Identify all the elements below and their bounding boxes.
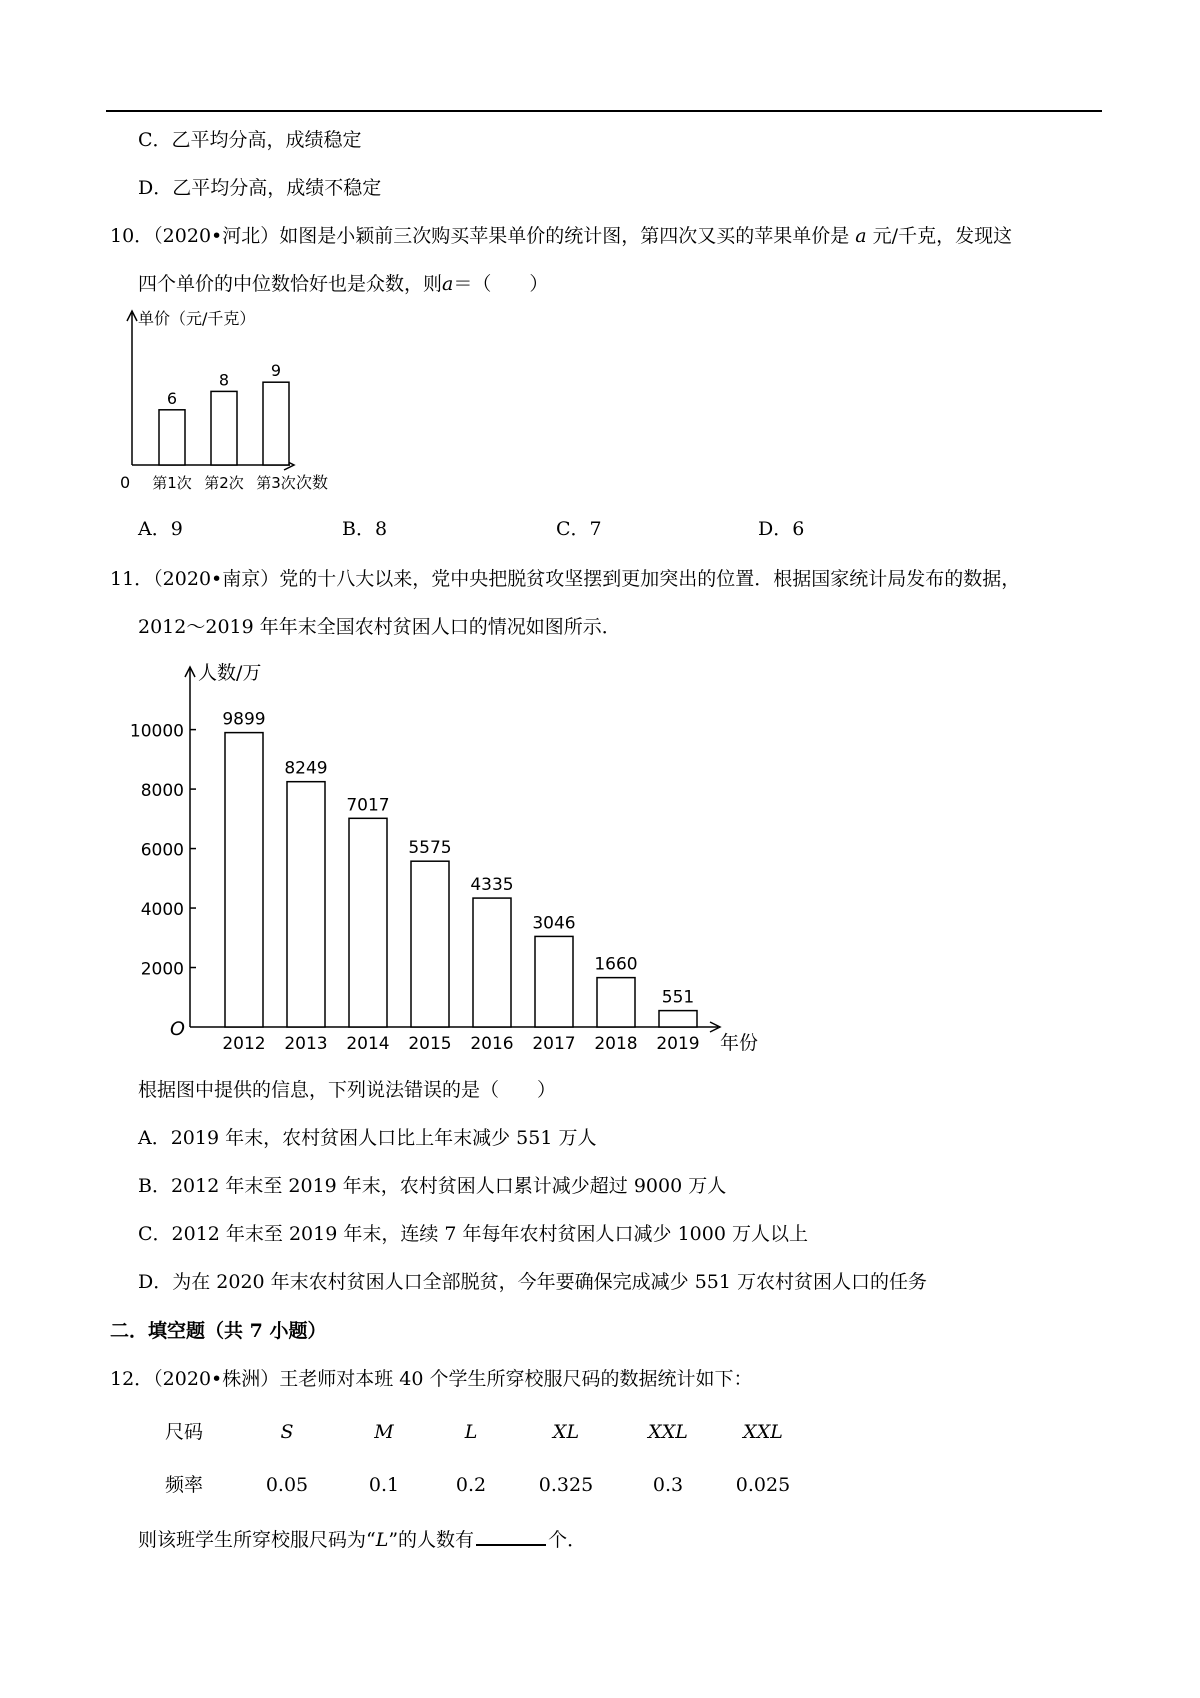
y-tick-label: 8000	[140, 781, 184, 802]
bar-value-label: 8249	[284, 758, 328, 779]
y-axis-label: 人数/万	[198, 662, 262, 684]
q10-stem-line1	[110, 223, 1012, 249]
bar	[225, 733, 263, 1027]
q11-stem-line2: 2012～2019 年年末全国农村贫困人口的情况如图所示．	[138, 616, 621, 638]
table-size-cell: M	[374, 1421, 394, 1443]
q11-option-a[interactable]: A．2019 年末，农村贫困人口比上年末减少 551 万人	[138, 1127, 597, 1149]
x-tick-label: 第1次	[152, 474, 192, 492]
q12-answer-var: L	[375, 1529, 389, 1551]
table-size-cell: L	[464, 1421, 478, 1443]
bar-value-label: 6	[166, 388, 178, 408]
y-tick-label: 6000	[140, 840, 184, 861]
x-tick-label: 2014	[346, 1034, 390, 1054]
q10-option-d[interactable]: D．6	[758, 518, 805, 540]
q12-answer-end: 个．	[548, 1529, 587, 1551]
x-tick-label: 2018	[594, 1034, 638, 1054]
x-tick-label: 2019	[656, 1034, 700, 1054]
y-tick-label: 10000	[130, 721, 184, 742]
bar	[411, 861, 449, 1027]
bar	[263, 382, 289, 465]
bar-value-label: 9899	[222, 709, 266, 730]
table-header-label: 尺码	[164, 1421, 204, 1443]
header-rule	[106, 110, 1102, 112]
q11-stem-line1: 11．（2020•南京）党的十八大以来，党中央把脱贫攻坚摆到更加突出的位置．根据国家统计局发布的数据，	[110, 568, 1021, 590]
q9-option-d[interactable]: D．乙平均分高，成绩不稳定	[138, 177, 382, 199]
bar	[535, 936, 573, 1027]
table-size-cell: S	[280, 1421, 294, 1443]
x-tick-label: 第2次	[204, 474, 244, 492]
bar	[597, 978, 635, 1027]
x-tick-label: 2015	[408, 1034, 452, 1054]
table-size-cell: XXL	[743, 1421, 783, 1443]
q10-bar-chart	[120, 305, 380, 505]
bar-value-label: 7017	[346, 795, 390, 816]
x-axis-label: 次数	[296, 473, 329, 492]
q10-stem-text-post: 元/千克，发现这	[872, 225, 1013, 247]
table-freq-cell: 0.3	[652, 1474, 684, 1496]
q12-answer-text: 则该班学生所穿校服尺码为“	[138, 1529, 376, 1551]
bar	[659, 1011, 697, 1027]
q12-stem: 12．（2020•株洲）王老师对本班 40 个学生所穿校服尺码的数据统计如下：	[110, 1368, 753, 1390]
table-row-label: 频率	[164, 1474, 204, 1496]
bar-value-label: 5575	[408, 838, 452, 859]
y-tick-label: 4000	[140, 900, 184, 921]
origin-label: 0	[120, 473, 131, 492]
y-tick-label: 2000	[140, 959, 184, 980]
q10-stem-text2-post: ＝（ ）	[453, 273, 549, 295]
q10-stem-text: 10．（2020•河北）如图是小颖前三次购买苹果单价的统计图，第四次又买的苹果单价是	[110, 225, 850, 247]
bar-value-label: 1660	[594, 954, 638, 975]
q12-answer-text-post: ”的人数有	[388, 1529, 475, 1551]
x-tick-label: 2012	[222, 1034, 266, 1054]
table-freq-cell: 0.025	[735, 1474, 791, 1496]
origin-label: O	[170, 1018, 185, 1040]
bar	[287, 782, 325, 1027]
bar-value-label: 9	[270, 361, 282, 381]
q10-stem-text2: 四个单价的中位数恰好也是众数，则	[138, 273, 443, 295]
x-tick-label: 2016	[470, 1034, 514, 1054]
q10-option-a[interactable]: A．9	[138, 518, 183, 540]
table-freq-cell: 0.325	[538, 1474, 594, 1496]
x-tick-label: 2013	[284, 1034, 328, 1054]
q9-option-c[interactable]: C．乙平均分高，成绩稳定	[138, 129, 362, 151]
q10-stem-line2	[138, 271, 548, 297]
q11-bar-chart	[130, 655, 770, 1060]
q11-option-b[interactable]: B．2012 年末至 2019 年末，农村贫困人口累计减少超过 9000 万人	[138, 1175, 727, 1197]
q10-option-c[interactable]: C．7	[556, 518, 602, 540]
bar-value-label: 551	[661, 987, 695, 1008]
bar	[211, 391, 237, 465]
x-axis-label: 年份	[720, 1032, 759, 1054]
y-axis-label: 单价（元/千克）	[138, 309, 256, 328]
table-freq-cell: 0.1	[368, 1474, 400, 1496]
table-size-cell: XL	[552, 1421, 580, 1443]
section-title: 二．填空题（共 7 小题）	[110, 1320, 327, 1342]
q11-option-d[interactable]: D．为在 2020 年末农村贫困人口全部脱贫，今年要确保完成减少 551 万农村贫困人口的任务	[138, 1271, 928, 1293]
q11-question: 根据图中提供的信息，下列说法错误的是（ ）	[138, 1079, 557, 1101]
q10-option-b[interactable]: B．8	[342, 518, 388, 540]
q10-variable: a	[855, 225, 867, 247]
bar-value-label: 3046	[532, 913, 576, 934]
table-freq-cell: 0.05	[265, 1474, 309, 1496]
bar	[349, 818, 387, 1027]
q11-option-c[interactable]: C．2012 年末至 2019 年末，连续 7 年每年农村贫困人口减少 1000 万人以上	[138, 1223, 808, 1245]
bar-value-label: 4335	[470, 875, 514, 896]
answer-blank[interactable]	[476, 1526, 546, 1546]
x-tick-label: 第3次	[256, 474, 296, 492]
q12-answer-line	[138, 1526, 586, 1553]
q10-variable-2: a	[442, 273, 454, 295]
bar	[159, 410, 185, 465]
bar	[473, 898, 511, 1027]
table-size-cell: XXL	[648, 1421, 688, 1443]
bar-value-label: 8	[218, 370, 230, 390]
x-tick-label: 2017	[532, 1034, 576, 1054]
table-freq-cell: 0.2	[455, 1474, 487, 1496]
